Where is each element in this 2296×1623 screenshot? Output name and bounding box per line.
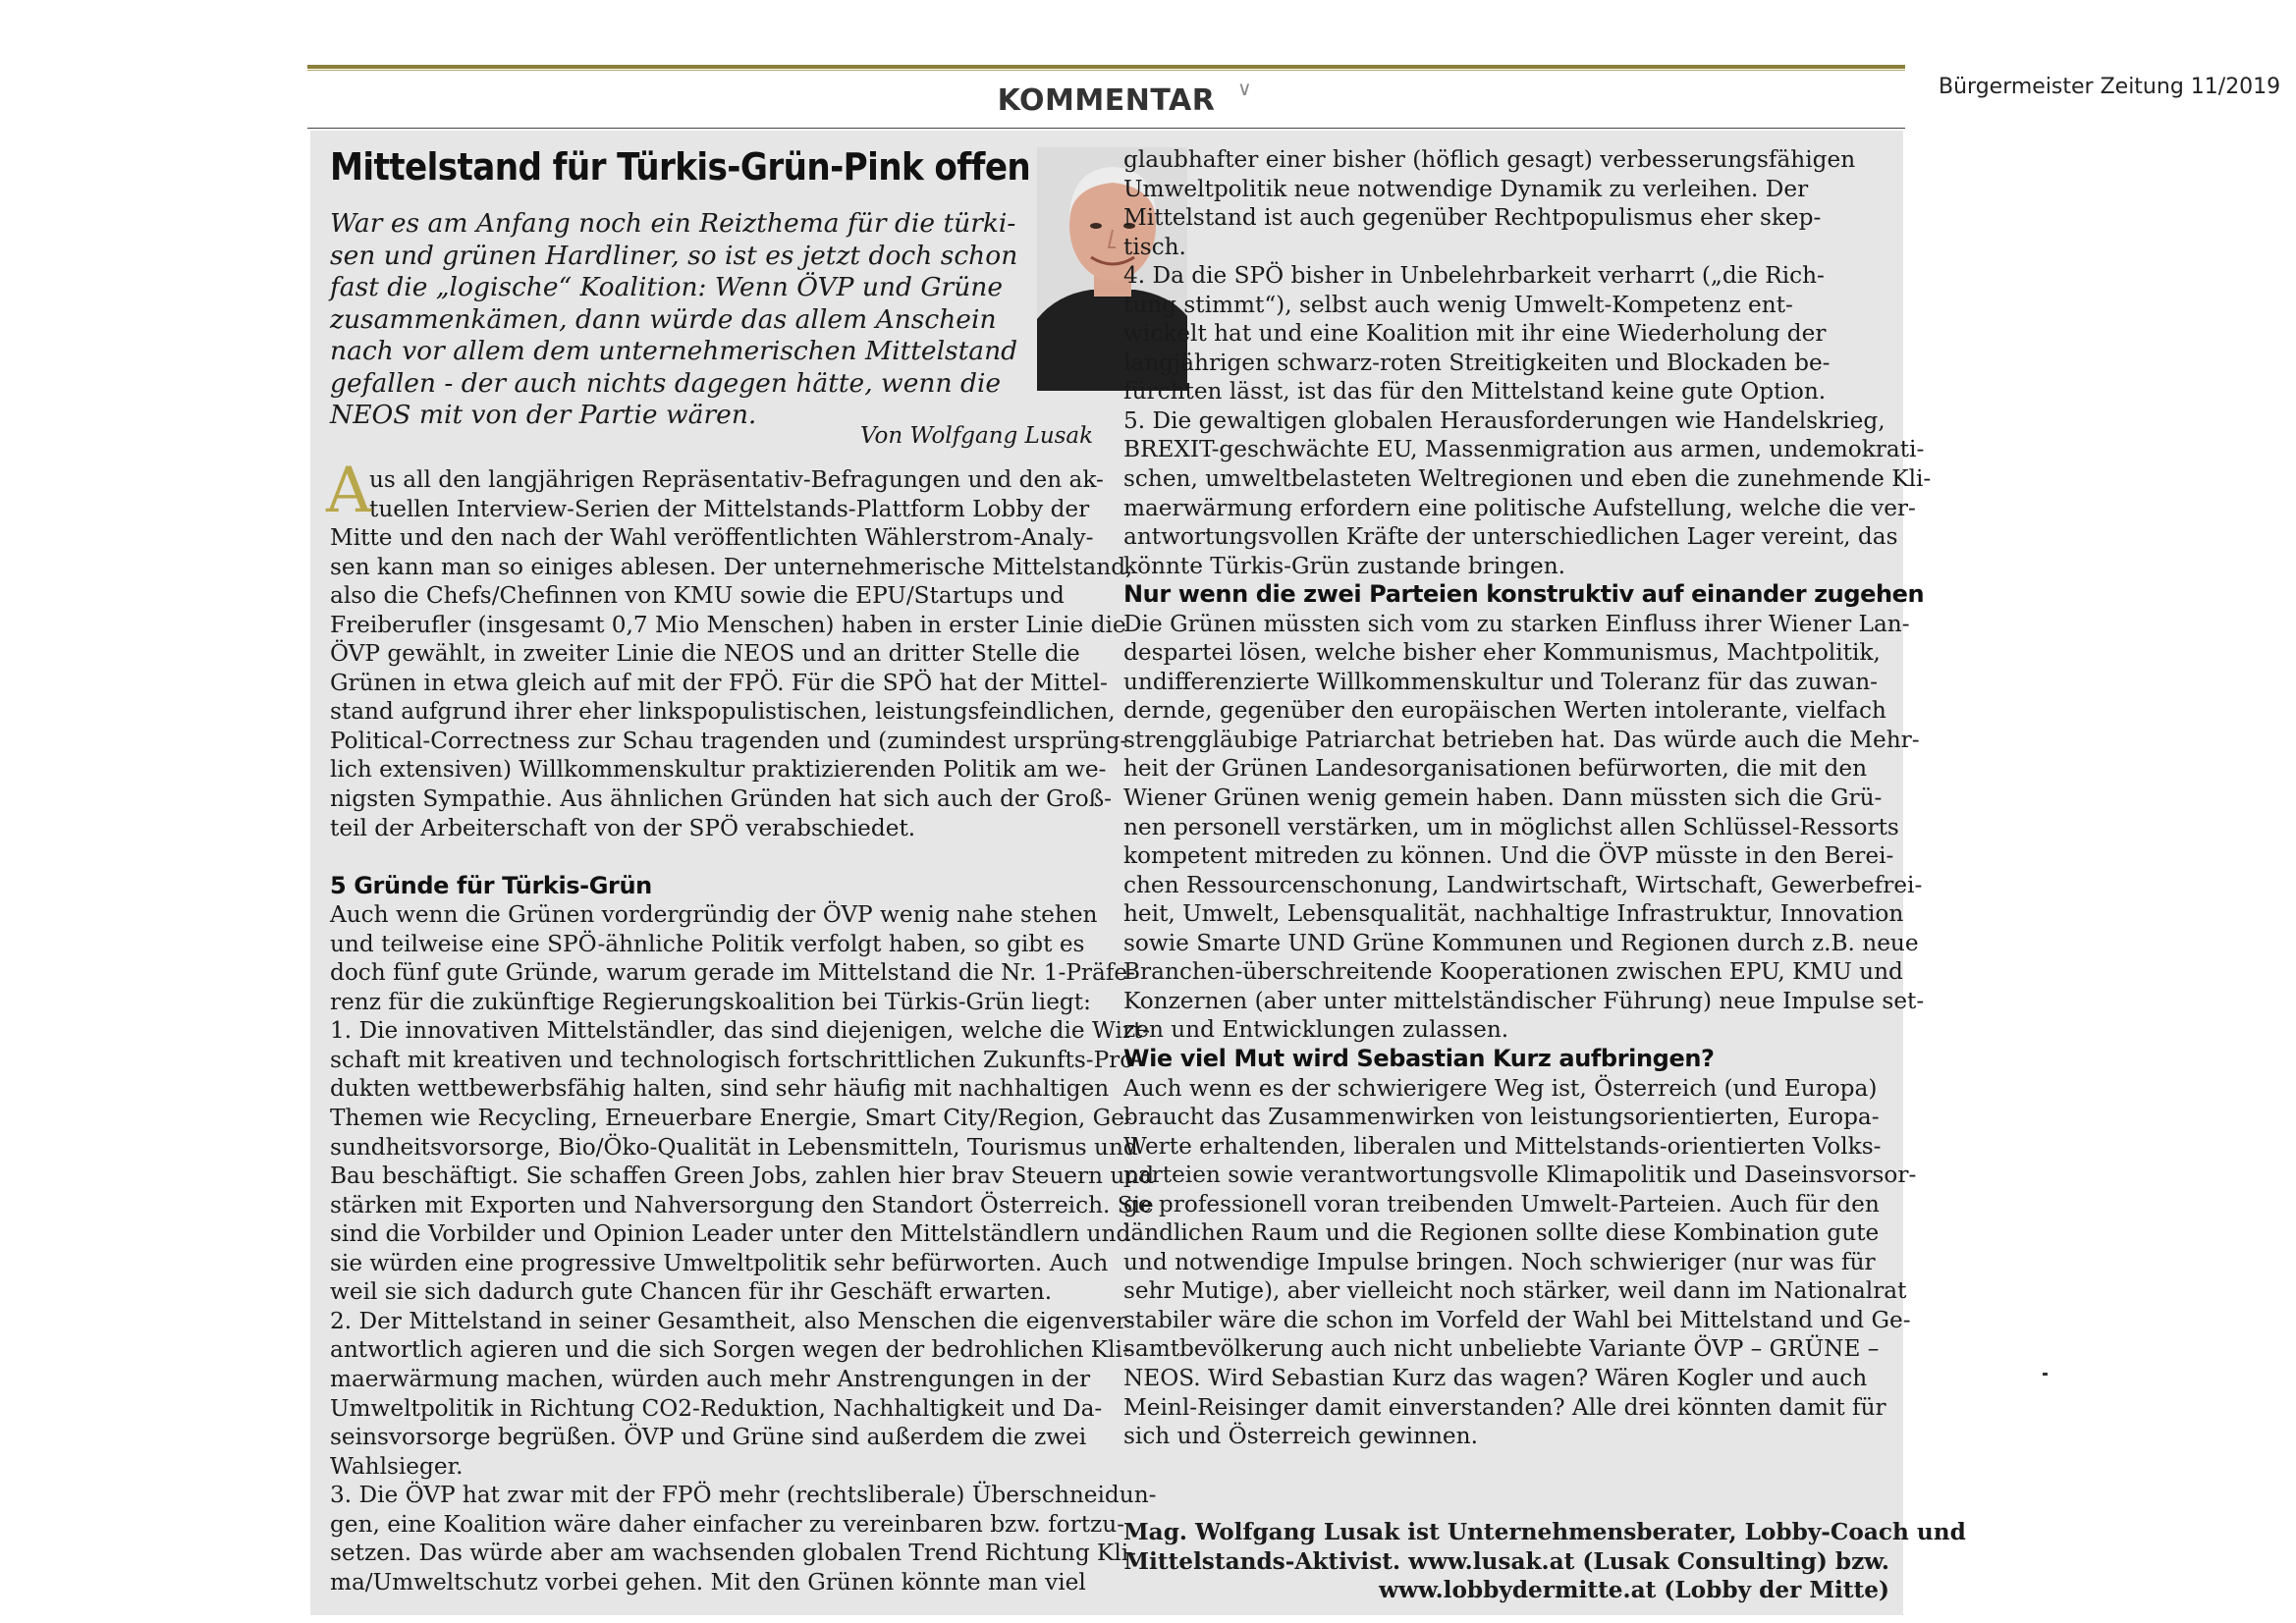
publication-name: Bürgermeister Zeitung 11/2019 — [1939, 75, 2281, 99]
body-line: könnte Türkis-Grün zustande bringen. — [1123, 552, 1566, 579]
body-line: Political-Correctness zur Schau tragenden und (zumindest ursprüng- — [330, 727, 1128, 754]
body-line: stärken mit Exporten und Nahversorgung den Standort Österreich. Sie — [330, 1191, 1154, 1218]
body-line: heit der Grünen Landesorganisationen befürworten, die mit den — [1123, 755, 1868, 783]
subheading: Nur wenn die zwei Parteien konstruktiv auf einander zugehen — [1123, 580, 1925, 609]
body-line: Themen wie Recycling, Erneuerbare Energie, Smart City/Region, Ge- — [330, 1105, 1132, 1132]
body-line — [330, 842, 1096, 872]
body-line: dernde, gegenüber den europäischen Werten intolerante, vielfach — [1123, 697, 1886, 725]
body-line: und notwendige Impulse bringen. Noch schwieriger (nur was für — [1123, 1248, 1876, 1275]
scan-speck — [2043, 1373, 2048, 1376]
body-line: heit, Umwelt, Lebensqualität, nachhaltige Infrastruktur, Innovation — [1123, 900, 1904, 928]
body-line: und teilweise eine SPÖ-ähnliche Politik verfolgt haben, so gibt es — [330, 930, 1085, 957]
body-line: Auch wenn die Grünen vordergründig der ÖVP wenig nahe stehen — [330, 901, 1098, 929]
author-bio — [1123, 1518, 1966, 1605]
body-line: tuellen Interview-Serien der Mittelstands-Plattform Lobby der — [369, 495, 1090, 522]
body-line: sind die Vorbilder und Opinion Leader unter den Mittelständlern und — [330, 1220, 1131, 1248]
subheading: Wie viel Mut wird Sebastian Kurz aufbringen? — [1123, 1044, 1715, 1072]
body-line: doch fünf gute Gründe, warum gerade im Mittelstand die Nr. 1-Präfe- — [330, 959, 1135, 987]
body-line: zen und Entwicklungen zulassen. — [1123, 1016, 1509, 1044]
body-line: braucht das Zusammenwirken von leistungsorientierten, Europa- — [1123, 1104, 1880, 1131]
body-line: Grünen in etwa gleich auf mit der FPÖ. Für die SPÖ hat der Mittel- — [330, 669, 1108, 696]
article-column-left — [326, 455, 1157, 1596]
body-line: 4. Da die SPÖ bisher in Unbelehrbarkeit verharrt („die Rich- — [1123, 262, 1825, 290]
body-line: 1. Die innovativen Mittelständler, das sind diejenigen, welche die Wirt- — [330, 1017, 1151, 1045]
body-line: Meinl-Reisinger damit einverstanden? Alle drei könnten damit für — [1123, 1393, 1886, 1421]
header-rule-thin — [307, 70, 1905, 71]
subheading: 5 Gründe für Türkis-Grün — [330, 871, 652, 899]
body-line: glaubhafter einer bisher (höflich gesagt) verbesserungsfähigen — [1123, 146, 1856, 173]
body-line: us all den langjährigen Repräsentativ-Befragungen und den ak- — [369, 466, 1104, 493]
body-line: sich und Österreich gewinnen. — [1123, 1423, 1478, 1450]
body-line: maerwärmung erfordern eine politische Aufstellung, welche die ver- — [1123, 494, 1916, 521]
body-line: strenggläubige Patriarchat betrieben hat. Das würde auch die Mehr- — [1123, 726, 1920, 753]
bio-line: www.lobbydermitte.at (Lobby der Mitte) — [1379, 1577, 1889, 1604]
section-label: KOMMENTAR — [997, 83, 1216, 118]
lead-line: War es am Anfang noch ein Reizthema für die türki- — [330, 208, 1016, 239]
body-line: Die Grünen müssten sich vom zu starken Einfluss ihrer Wiener Lan- — [1123, 610, 1910, 637]
body-line: sie würden eine progressive Umweltpolitik sehr befürworten. Auch — [330, 1249, 1109, 1276]
body-line: stand aufgrund ihrer eher linkspopulistischen, leistungsfeindlichen, — [330, 698, 1116, 726]
body-line: also die Chefs/Chefinnen von KMU sowie die EPU/Startups und — [330, 582, 1065, 610]
body-line: weil sie sich dadurch gute Chancen für ihr Geschäft erwarten. — [330, 1278, 1053, 1306]
body-line: Konzernen (aber unter mittelständischer Führung) neue Impulse set- — [1123, 987, 1925, 1014]
body-line: wickelt hat und eine Koalition mit ihr eine Wiederholung der — [1123, 320, 1827, 348]
body-line: Mitte und den nach der Wahl veröffentlichten Wählerstrom-Analy- — [330, 524, 1094, 552]
header-rule — [307, 65, 1905, 69]
body-line: tisch. — [1123, 233, 1186, 260]
body-line: 2. Der Mittelstand in seiner Gesamtheit, also Menschen die eigenver- — [330, 1307, 1135, 1334]
body-line: teil der Arbeiterschaft von der SPÖ verabschiedet. — [330, 814, 916, 841]
body-line: sowie Smarte UND Grüne Kommunen und Regionen durch z.B. neue — [1123, 929, 1919, 956]
body-line: 5. Die gewaltigen globalen Herausforderungen wie Handelskrieg, — [1123, 406, 1886, 434]
scan-mark: ∨ — [1237, 77, 1252, 100]
body-line: Auch wenn es der schwierigere Weg ist, Österreich (und Europa) — [1123, 1074, 1878, 1102]
body-line: antwortlich agieren und die sich Sorgen wegen der bedrohlichen Kli- — [330, 1336, 1130, 1364]
body-line: schen, umweltbelasteten Weltregionen und eben die zunehmende Kli- — [1123, 465, 1932, 493]
body-line: seinsvorsorge begrüßen. ÖVP und Grüne sind außerdem die zwei — [330, 1424, 1087, 1451]
section-rule — [307, 128, 1905, 129]
body-line: nigsten Sympathie. Aus ähnlichen Gründen hat sich auch der Groß- — [330, 785, 1112, 813]
body-line: schaft mit kreativen und technologisch fortschrittlichen Zukunfts-Pro- — [330, 1046, 1142, 1073]
bio-line: Mittelstands-Aktivist. www.lusak.at (Lusak Consulting) bzw. — [1123, 1547, 1889, 1575]
body-line: renz für die zukünftige Regierungskoalition bei Türkis-Grün liegt: — [330, 988, 1091, 1015]
byline: Von Wolfgang Lusak — [860, 423, 1094, 449]
body-line: Werte erhaltenden, liberalen und Mittelstands-orientierten Volks- — [1123, 1132, 1882, 1160]
drop-cap: A — [326, 455, 372, 527]
body-line: undifferenzierte Willkommenskultur und Toleranz für das zuwan- — [1123, 668, 1879, 695]
lead-line: gefallen - der auch nichts dagegen hätte, wenn die — [330, 367, 1002, 399]
lead-line: sen und grünen Hardliner, so ist es jetzt doch schon — [330, 240, 1018, 271]
body-line: ge professionell voran treibenden Umwelt-Parteien. Auch für den — [1123, 1190, 1880, 1217]
body-line: Branchen-überschreitende Kooperationen zwischen EPU, KMU und — [1123, 958, 1903, 986]
lead-line: fast die „logische“ Koalition: Wenn ÖVP und Grüne — [330, 272, 1004, 302]
article-column-right — [1123, 145, 1932, 1451]
body-line: BREXIT-geschwächte EU, Massenmigration aus armen, undemokrati- — [1123, 436, 1925, 463]
body-line: Bau beschäftigt. Sie schaffen Green Jobs, zahlen hier brav Steuern und — [330, 1163, 1155, 1190]
body-line: sen kann man so einiges ablesen. Der unternehmerische Mittelstand, — [330, 553, 1133, 580]
body-line: ma/Umweltschutz vorbei gehen. Mit den Grünen könnte man viel — [330, 1568, 1086, 1596]
bio-line: Mag. Wolfgang Lusak ist Unternehmensberater, Lobby-Coach und — [1123, 1519, 1966, 1545]
lead-line: nach vor allem dem unternehmerischen Mittelstand — [330, 336, 1018, 366]
body-line: maerwärmung machen, würden auch mehr Anstrengungen in der — [330, 1365, 1091, 1392]
body-line: stabiler wäre die schon im Vorfeld der Wahl bei Mittelstand und Ge- — [1123, 1306, 1911, 1333]
body-line: 3. Die ÖVP hat zwar mit der FPÖ mehr (rechtsliberale) Überschneidun- — [330, 1482, 1157, 1509]
body-line: fürchten lässt, ist das für den Mittelstand keine gute Option. — [1123, 378, 1827, 406]
article-lead — [330, 208, 1017, 432]
body-line: tung stimmt“), selbst auch wenig Umwelt-Kompetenz ent- — [1123, 291, 1793, 318]
body-line: Wahlsieger. — [330, 1452, 464, 1480]
body-line: setzen. Das würde aber am wachsenden globalen Trend Richtung Kli- — [330, 1540, 1137, 1567]
body-line: nen personell verstärken, um in möglichst allen Schlüssel-Ressorts — [1123, 813, 1899, 840]
body-line: despartei lösen, welche bisher eher Kommunismus, Machtpolitik, — [1123, 639, 1881, 667]
body-line: Freiberufler (insgesamt 0,7 Mio Menschen) haben in erster Linie die — [330, 611, 1126, 638]
body-line: Wiener Grünen wenig gemein haben. Dann müssten sich die Grü- — [1123, 784, 1883, 812]
body-line: gen, eine Koalition wäre daher einfacher zu vereinbaren bzw. fortzu- — [330, 1510, 1125, 1538]
body-line: dukten wettbewerbsfähig halten, sind sehr häufig mit nachhaltigen — [330, 1075, 1110, 1103]
article-title: Mittelstand für Türkis-Grün-Pink offen — [330, 145, 1031, 189]
body-line: Umweltpolitik neue notwendige Dynamik zu verleihen. Der — [1123, 175, 1809, 202]
body-line: lich extensiven) Willkommenskultur praktizierenden Politik am we- — [330, 756, 1107, 784]
body-line: antwortungsvollen Kräfte der unterschiedlichen Lager vereint, das — [1123, 523, 1898, 551]
body-line: kompetent mitreden zu können. Und die ÖVP müsste in den Berei- — [1123, 842, 1894, 870]
body-line: langjährigen schwarz-roten Streitigkeiten und Blockaden be- — [1123, 349, 1831, 376]
body-line: Mittelstand ist auch gegenüber Rechtpopulismus eher skep- — [1123, 204, 1822, 232]
lead-line: NEOS mit von der Partie wären. — [330, 400, 757, 430]
body-line: sundheitsvorsorge, Bio/Öko-Qualität in Lebensmitteln, Tourismus und — [330, 1133, 1138, 1161]
body-line: samtbevölkerung auch nicht unbeliebte Variante ÖVP – GRÜNE – — [1123, 1335, 1880, 1363]
body-line: chen Ressourcenschonung, Landwirtschaft, Wirtschaft, Gewerbefrei- — [1123, 871, 1923, 898]
body-line: ÖVP gewählt, in zweiter Linie die NEOS und an dritter Stelle die — [330, 640, 1080, 668]
body-line: sehr Mutige), aber vielleicht noch stärker, weil dann im Nationalrat — [1123, 1277, 1907, 1305]
body-line: ländlichen Raum und die Regionen sollte diese Kombination gute — [1123, 1219, 1880, 1247]
body-line: parteien sowie verantwortungsvolle Klimapolitik und Daseinsvorsor- — [1123, 1162, 1917, 1189]
lead-line: zusammenkämen, dann würde das allem Anschein — [330, 303, 997, 335]
body-line: NEOS. Wird Sebastian Kurz das wagen? Wären Kogler und auch — [1123, 1364, 1868, 1391]
body-line: Umweltpolitik in Richtung CO2-Reduktion, Nachhaltigkeit und Da- — [330, 1394, 1103, 1422]
